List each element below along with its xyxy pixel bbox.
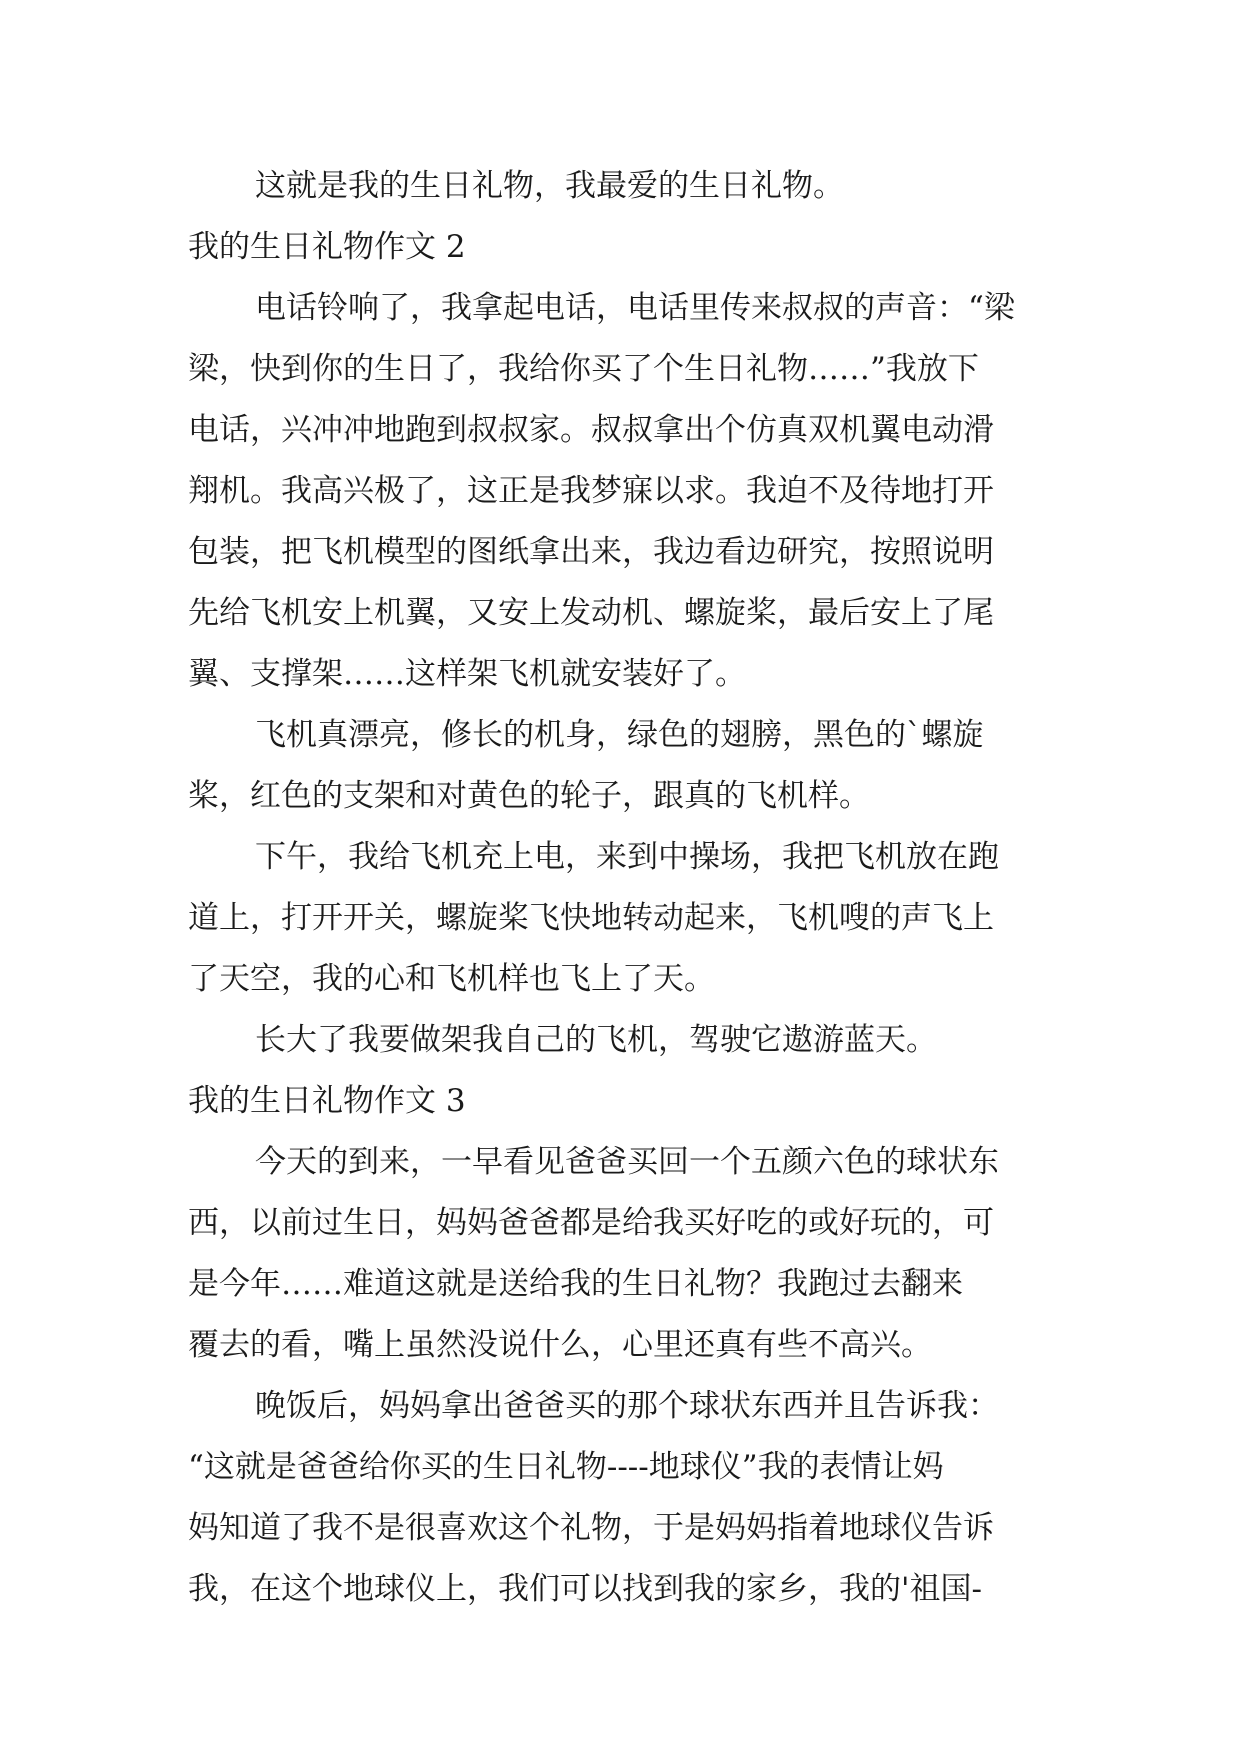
paragraph-line: 包装，把飞机模型的图纸拿出来，我边看边研究，按照说明 xyxy=(188,534,994,570)
paragraph-line: 电话铃响了，我拿起电话，电话里传来叔叔的声音：“梁 xyxy=(255,290,1015,326)
section-heading: 我的生日礼物作文 2 xyxy=(188,229,466,265)
paragraph-line: 妈知道了我不是很喜欢这个礼物，于是妈妈指着地球仪告诉 xyxy=(188,1510,994,1546)
section-heading: 我的生日礼物作文 3 xyxy=(188,1083,466,1119)
paragraph-line: 下午，我给飞机充上电，来到中操场，我把飞机放在跑 xyxy=(255,839,999,875)
paragraph-line: 飞机真漂亮，修长的机身，绿色的翅膀，黑色的`螺旋 xyxy=(255,717,984,753)
paragraph-line: 先给飞机安上机翼，又安上发动机、螺旋桨，最后安上了尾 xyxy=(188,595,994,631)
paragraph-line: 翔机。我高兴极了，这正是我梦寐以求。我迫不及待地打开 xyxy=(188,473,994,509)
paragraph-line: 这就是我的生日礼物，我最爱的生日礼物。 xyxy=(255,168,844,204)
paragraph-line: 长大了我要做架我自己的飞机，驾驶它遨游蓝天。 xyxy=(255,1022,937,1058)
paragraph-line: 是今年……难道这就是送给我的生日礼物？我跑过去翻来 xyxy=(188,1266,963,1302)
paragraph-line: 我，在这个地球仪上，我们可以找到我的家乡，我的'祖国- xyxy=(188,1571,982,1607)
paragraph-line: 翼、支撑架……这样架飞机就安装好了。 xyxy=(188,656,746,692)
paragraph-line: 西，以前过生日，妈妈爸爸都是给我买好吃的或好玩的，可 xyxy=(188,1205,994,1241)
paragraph-line: 道上，打开开关，螺旋桨飞快地转动起来，飞机嗖的声飞上 xyxy=(188,900,994,936)
paragraph-line: 梁，快到你的生日了，我给你买了个生日礼物……”我放下 xyxy=(188,351,979,387)
paragraph-line: 今天的到来，一早看见爸爸买回一个五颜六色的球状东 xyxy=(255,1144,999,1180)
paragraph-line: 桨，红色的支架和对黄色的轮子，跟真的飞机样。 xyxy=(188,778,870,814)
paragraph-line: “这就是爸爸给你买的生日礼物----地球仪”我的表情让妈 xyxy=(188,1449,944,1485)
paragraph-line: 覆去的看，嘴上虽然没说什么，心里还真有些不高兴。 xyxy=(188,1327,932,1363)
paragraph-line: 晚饭后，妈妈拿出爸爸买的那个球状东西并且告诉我： xyxy=(255,1388,999,1424)
paragraph-line: 了天空，我的心和飞机样也飞上了天。 xyxy=(188,961,715,997)
paragraph-line: 电话，兴冲冲地跑到叔叔家。叔叔拿出个仿真双机翼电动滑 xyxy=(188,412,994,448)
